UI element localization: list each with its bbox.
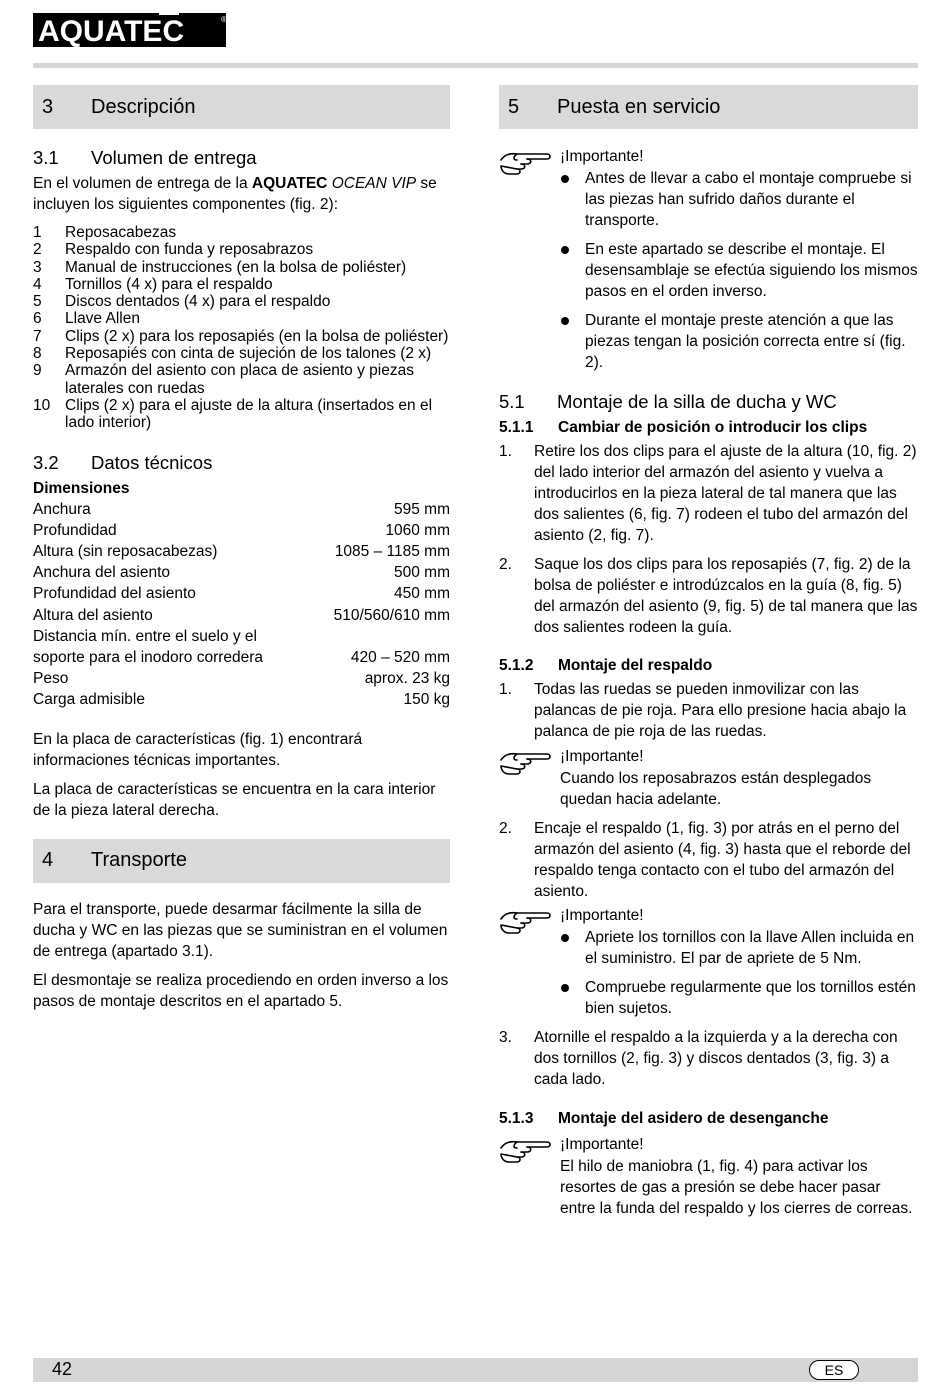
pointing-hand-icon — [499, 907, 553, 935]
dimension-value: 1060 mm — [385, 521, 450, 539]
list-item — [33, 241, 450, 258]
top-rule — [33, 63, 918, 68]
list-item — [499, 679, 918, 742]
registered-mark: ® — [221, 15, 227, 24]
aquatec-logo — [33, 10, 229, 50]
transport-paragraph-1: Para el transporte, puede desarmar fácilmente la silla de ducha y WC en las piezas que se suministran en el volumen de entrega (apartado 3.1). — [33, 900, 448, 960]
subsection-title: Montaje de la silla de ducha y WC — [557, 391, 837, 412]
section-4-heading — [33, 839, 450, 883]
right-column — [499, 85, 918, 1219]
step-text: Saque los dos clips para los reposapiés (7, fig. 2) de la bolsa de poliéster e introdúzcalos en la guía (8, fig. 5) del armazón del asiento (9, fig. 5) de tal manera que las dos salientes rodeen la guía. — [534, 556, 918, 636]
dimension-value: 510/560/610 mm — [333, 606, 450, 624]
subsection-title: Datos técnicos — [91, 451, 213, 473]
section-title: Transporte — [91, 849, 187, 872]
tech-paragraph-2: La placa de características se encuentra en la cara interior de la pieza lateral derecha. — [33, 780, 436, 819]
subsection-number: 3.2 — [33, 451, 59, 473]
intro-brand: AQUATEC — [251, 175, 328, 192]
item-text: Tornillos (4 x) para el respaldo — [65, 275, 273, 293]
dimension-value — [310, 626, 450, 647]
table-row — [33, 562, 450, 583]
item-number: 7 — [33, 327, 42, 345]
item-text: Armazón del asiento con placa de asiento y piezas laterales con ruedas — [65, 362, 414, 397]
table-row — [33, 499, 450, 520]
pointing-hand-icon — [499, 748, 553, 776]
pointing-hand-icon — [499, 148, 553, 176]
section-5-heading — [499, 85, 918, 129]
list-item — [33, 293, 450, 310]
table-row — [33, 583, 450, 604]
list-item: En este apartado se describe el montaje. El desensamblaje se efectúa siguiendo los mismos pasos en el orden inverso. — [560, 239, 918, 302]
subsection-title: Cambiar de posición o introducir los clips — [558, 419, 868, 436]
dimension-value: 450 mm — [394, 585, 450, 603]
list-item — [33, 224, 450, 241]
intro-product: OCEAN VIP — [331, 175, 417, 192]
list-item — [33, 259, 450, 276]
subsection-number: 5.1.3 — [499, 1110, 534, 1127]
intro-paragraph — [33, 173, 450, 215]
subsection-number: 3.1 — [33, 147, 59, 168]
section-title: Puesta en servicio — [557, 95, 721, 118]
step-number: 1. — [499, 681, 512, 698]
list-item: Antes de llevar a cabo el montaje compruebe si las piezas han sufrido daños durante el transporte. — [560, 168, 918, 231]
item-number: 8 — [33, 345, 42, 363]
brand-name: AQUATEC — [38, 15, 185, 48]
dimension-label: Carga admisible — [33, 691, 145, 709]
technical-data-table — [33, 499, 450, 711]
important-title: ¡Importante! — [560, 907, 644, 924]
section-number: 3 — [42, 95, 54, 118]
step-text: Todas las ruedas se pueden inmovilizar con las palancas de pie roja. Para ello presione hacia abajo la palanca de pie roja de las ruedas. — [534, 681, 907, 740]
dimensions-label: Dimensiones — [33, 479, 130, 497]
list-item — [33, 397, 450, 432]
item-number: 3 — [33, 258, 42, 276]
section-3-2-heading — [33, 452, 450, 474]
table-row — [33, 626, 450, 647]
item-text: Discos dentados (4 x) para el respaldo — [65, 293, 331, 311]
item-text: Llave Allen — [65, 310, 140, 328]
important-title: ¡Importante! — [560, 1136, 644, 1153]
section-5-1-2-heading — [499, 657, 918, 675]
intro-text: En el volumen de entrega de la — [33, 175, 252, 192]
list-item: Apriete los tornillos con la llave Allen incluida en el suministro. El par de apriete de 5 Nm. — [560, 927, 918, 969]
important-text: El hilo de maniobra (1, fig. 4) para activar los resortes de gas a presión se debe hacer pasar entre la funda del respaldo y los cierres de correas. — [560, 1158, 913, 1217]
language-badge: ES — [809, 1360, 859, 1380]
important-note-4 — [499, 1134, 918, 1219]
table-row — [33, 520, 450, 541]
list-item — [33, 345, 450, 362]
dimension-value: 150 kg — [403, 691, 450, 709]
table-row — [33, 689, 450, 710]
left-column — [33, 85, 450, 1012]
components-list — [33, 224, 450, 432]
section-5-1-3-heading — [499, 1110, 918, 1128]
list-item — [499, 554, 918, 638]
dimension-value: aprox. 23 kg — [364, 670, 450, 688]
clips-steps — [499, 441, 918, 638]
dimension-value: 500 mm — [394, 564, 450, 582]
subsection-title: Montaje del asidero de desenganche — [558, 1110, 829, 1127]
step-number: 3. — [499, 1029, 512, 1046]
subsection-number: 5.1.1 — [499, 419, 534, 436]
important-note-3 — [499, 905, 918, 1019]
dimension-label: Profundidad — [33, 521, 117, 539]
item-text: Respaldo con funda y reposabrazos — [65, 241, 314, 259]
item-text: Reposapiés con cinta de sujeción de los talones (2 x) — [65, 345, 432, 363]
dimension-label: Anchura — [33, 500, 91, 518]
section-3-1-heading — [33, 147, 450, 169]
list-item — [499, 1027, 918, 1090]
footer-bar — [33, 1358, 918, 1382]
step-number: 1. — [499, 443, 512, 460]
item-number: 1 — [33, 224, 42, 241]
dimension-value: 595 mm — [394, 500, 450, 518]
important-title: ¡Importante! — [560, 748, 644, 765]
backrest-step-1 — [499, 679, 918, 742]
subsection-number: 5.1 — [499, 391, 525, 412]
dimension-value: 1085 – 1185 mm — [334, 542, 450, 560]
step-number: 2. — [499, 820, 512, 837]
section-3-heading — [33, 85, 450, 129]
subsection-number: 5.1.2 — [499, 657, 534, 674]
section-5-1-heading — [499, 391, 918, 413]
dimension-label: Altura del asiento — [33, 606, 153, 624]
dimension-label: Peso — [33, 670, 69, 688]
table-row — [33, 541, 450, 562]
item-text: Reposacabezas — [65, 224, 177, 241]
section-5-1-1-heading — [499, 419, 918, 437]
backrest-step-2 — [499, 818, 918, 902]
step-number: 2. — [499, 556, 512, 573]
subsection-title: Volumen de entrega — [91, 147, 257, 168]
section-number: 5 — [508, 95, 520, 118]
dimension-label: soporte para el inodoro corredera — [33, 648, 264, 666]
table-row — [33, 668, 450, 689]
important-text: Cuando los reposabrazos están desplegados quedan hacia adelante. — [560, 770, 872, 808]
intro-text-end: se incluyen los siguientes componentes (fig. 2): — [33, 175, 437, 213]
list-item — [33, 276, 450, 293]
section-title: Descripción — [91, 95, 196, 118]
item-text: Manual de instrucciones (en la bolsa de poliéster) — [65, 258, 407, 276]
dimension-label: Anchura del asiento — [33, 564, 171, 582]
step-text: Atornille el respaldo a la izquierda y a la derecha con dos tornillos (2, fig. 3) y discos dentados (3, fig. 3) a cada lado. — [534, 1029, 898, 1088]
important-title: ¡Importante! — [560, 148, 644, 165]
transport-paragraph-2: El desmontaje se realiza procediendo en orden inverso a los pasos de montaje descritos en el apartado 5. — [33, 971, 449, 1010]
dimension-label: Distancia mín. entre el suelo y el — [33, 627, 257, 645]
item-number: 5 — [33, 293, 42, 311]
important-bullets — [560, 927, 918, 1019]
dimension-label: Profundidad del asiento — [33, 585, 196, 603]
table-row — [33, 647, 450, 668]
tech-paragraph-1: En la placa de características (fig. 1) encontrará informaciones técnicas importantes. — [33, 730, 363, 769]
dimension-label: Altura (sin reposacabezas) — [33, 542, 218, 560]
important-bullets — [560, 168, 918, 373]
important-note-2 — [499, 746, 918, 810]
step-text: Encaje el respaldo (1, fig. 3) por atrás en el perno del armazón del asiento (4, fig. 3) hasta que el reborde del respaldo tenga contacto con el tubo del armazón del asiento. — [534, 820, 911, 900]
step-text: Retire los dos clips para el ajuste de la altura (10, fig. 2) del lado interior del armazón del asiento y vuelva a introducirlos en la pieza lateral de tal manera que las dos salientes (6, fig. 7) rodeen el tubo del armazón del asiento (2, fig. 7). — [534, 443, 917, 544]
table-row — [33, 605, 450, 626]
backrest-step-3 — [499, 1027, 918, 1090]
item-number: 6 — [33, 310, 42, 328]
subsection-title: Montaje del respaldo — [558, 657, 713, 674]
list-item — [33, 310, 450, 327]
important-note-1 — [499, 146, 918, 373]
list-item — [33, 328, 450, 345]
item-text: Clips (2 x) para los reposapiés (en la bolsa de poliéster) — [65, 327, 449, 345]
item-number: 9 — [33, 362, 42, 380]
item-number: 4 — [33, 275, 42, 293]
item-number: 2 — [33, 241, 42, 259]
list-item: Durante el montaje preste atención a que las piezas tengan la posición correcta entre sí (fig. 2). — [560, 310, 918, 373]
pointing-hand-icon — [499, 1136, 553, 1164]
list-item: Compruebe regularmente que los tornillos estén bien sujetos. — [560, 977, 918, 1019]
list-item — [499, 441, 918, 546]
list-item — [499, 818, 918, 902]
section-number: 4 — [42, 849, 54, 872]
dimension-value: 420 – 520 mm — [350, 648, 450, 666]
item-number: 10 — [33, 396, 51, 414]
list-item — [33, 362, 450, 397]
page-number: 42 — [52, 1359, 73, 1379]
item-text: Clips (2 x) para el ajuste de la altura (insertados en el lado interior) — [65, 396, 433, 432]
